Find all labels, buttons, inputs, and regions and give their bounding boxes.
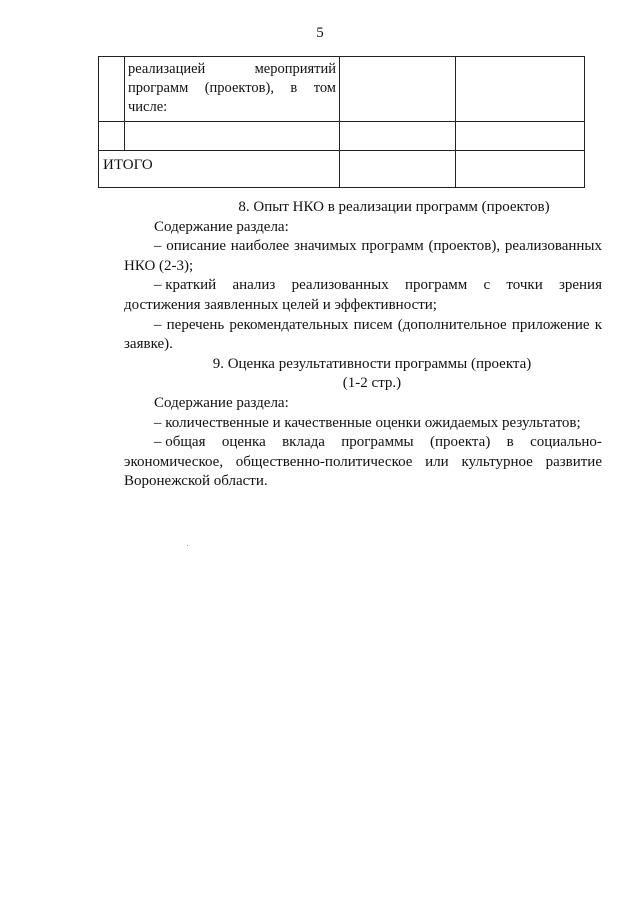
- text-word: (проекта): [429, 434, 491, 451]
- text-word: в: [506, 434, 514, 451]
- table-cell: [99, 57, 125, 122]
- text-word: программ: [404, 277, 468, 294]
- section8-item3-line2: заявке).: [124, 336, 173, 353]
- table-cell: [340, 151, 456, 188]
- table-cell: [99, 122, 125, 151]
- cell-word: (проектов),: [204, 80, 274, 96]
- table-cell: [125, 57, 340, 122]
- table-cell: [456, 57, 585, 122]
- table-cell: [456, 122, 585, 151]
- text-word: экономическое,: [124, 453, 224, 470]
- text-word: или: [425, 453, 449, 470]
- total-label: ИТОГО: [99, 151, 340, 188]
- table-row: [99, 57, 585, 122]
- budget-table: [98, 56, 585, 188]
- scan-speck: [187, 545, 188, 546]
- cell-line: числе:: [128, 99, 168, 115]
- document-body: [124, 198, 602, 492]
- cell-word: мероприятий: [254, 61, 336, 77]
- section8-item3-line1: – перечень рекомендательных писем (дополнительное приложение к: [154, 316, 602, 333]
- table-row: [99, 122, 585, 151]
- section8-item2-line1: [124, 276, 602, 296]
- text-word: социально-: [530, 434, 602, 451]
- text-word: оценка: [221, 434, 266, 451]
- cell-word: в: [290, 80, 298, 96]
- cell-word: том: [313, 80, 336, 96]
- text-word: реализованных: [291, 277, 389, 294]
- section8-item2-line2: достижения заявленных целей и эффективности;: [124, 296, 437, 313]
- section9-item2-line2: [124, 453, 602, 473]
- section9-item1: – количественные и качественные оценки ожидаемых результатов;: [154, 414, 581, 431]
- text-word: – краткий: [154, 277, 217, 294]
- text-word: развитие: [545, 453, 602, 470]
- section8-content-label: Содержание раздела:: [154, 218, 289, 235]
- page-number: 5: [316, 25, 324, 41]
- text-word: программы: [341, 434, 414, 451]
- cell-word: программ: [128, 80, 189, 96]
- text-word: общественно-политическое: [235, 453, 413, 470]
- section9-subheading: (1-2 стр.): [342, 375, 402, 392]
- text-word: с: [483, 277, 491, 294]
- table-cell: [456, 151, 585, 188]
- section9-content-label: Содержание раздела:: [154, 394, 289, 411]
- table-row-total: [99, 151, 585, 188]
- table-cell: [340, 57, 456, 122]
- text-word: зрения: [558, 277, 602, 294]
- section8-item1-line2: НКО (2-3);: [124, 257, 194, 274]
- text-word: вклада: [282, 434, 325, 451]
- cell-description: [125, 57, 339, 117]
- text-word: культурное: [461, 453, 533, 470]
- section8-item1-line1: – описание наиболее значимых программ (проектов), реализованных: [154, 238, 602, 255]
- cell-word: реализацией: [128, 61, 206, 77]
- table-cell: [340, 122, 456, 151]
- section9-item2-line3: Воронежской области.: [124, 473, 268, 490]
- text-word: анализ: [232, 277, 276, 294]
- text-word: – общая: [154, 434, 206, 451]
- section8-heading: 8. Опыт НКО в реализации программ (проектов): [238, 199, 550, 215]
- section9-item2-line1: [124, 433, 602, 453]
- text-word: точки: [506, 277, 543, 294]
- section9-heading: 9. Оценка результативности программы (проекта): [212, 355, 532, 372]
- table-cell: [125, 122, 340, 151]
